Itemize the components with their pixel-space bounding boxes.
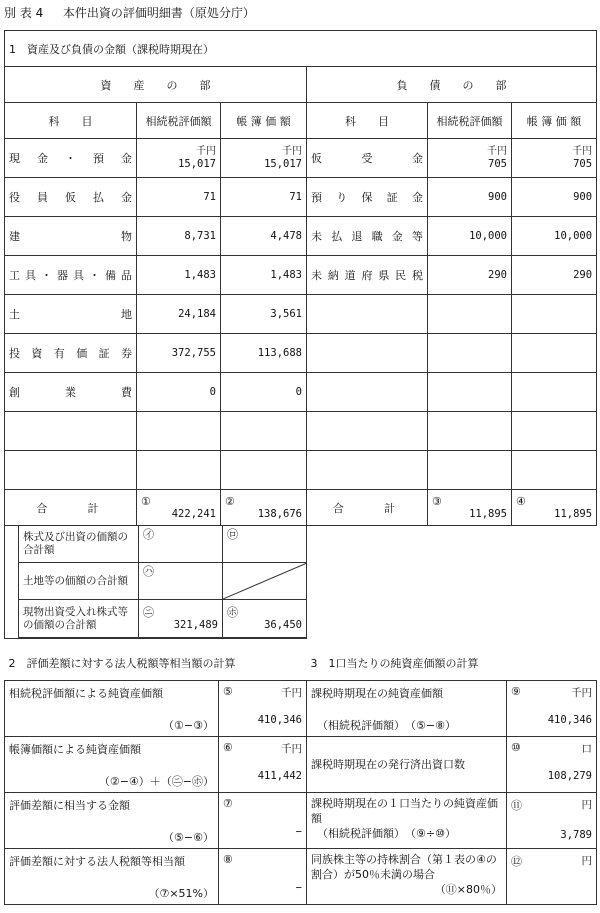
calc-label: 相続税評価額による純資産価額 xyxy=(9,686,163,700)
col-boka-liab: 帳 簿 価 額 xyxy=(512,103,597,139)
asset-boka: 3,561 xyxy=(221,295,307,334)
asset-boka: 113,688 xyxy=(221,334,307,373)
table-row xyxy=(5,792,597,848)
unit-label: 千円 xyxy=(487,146,507,157)
sub-boka: 36,450 xyxy=(264,619,302,631)
asset-name: 創 業 費 xyxy=(5,373,137,412)
sub-label: 株式及び出資の価額の合計額 xyxy=(19,526,139,563)
asset-boka: 15,017 xyxy=(264,158,302,170)
mark: ② xyxy=(225,495,235,508)
liab-name: 未納道府県民税 xyxy=(307,256,428,295)
asset-name: 役員仮払金 xyxy=(5,178,137,217)
total-boka: 138,676 xyxy=(257,508,302,520)
asset-souzoku: 372,755 xyxy=(137,334,221,373)
section3-title: 3 1口当たりの純資産価額の計算 xyxy=(307,646,597,680)
total-row xyxy=(5,490,597,526)
total-label: 合 計 xyxy=(5,490,137,526)
mark: ③ xyxy=(432,495,442,508)
col-kamoku: 科 目 xyxy=(5,103,137,139)
col-kamoku-liab: 科 目 xyxy=(307,103,428,139)
table-row xyxy=(5,736,597,792)
mark: ⑤ xyxy=(223,684,233,698)
mark: ⑪ xyxy=(511,798,522,812)
mark: ⑩ xyxy=(511,740,521,754)
mark: ㋩ xyxy=(143,565,154,578)
calc-formula: （①−③） xyxy=(163,718,214,732)
asset-name: 土 地 xyxy=(5,295,137,334)
unit-label: 円 xyxy=(581,798,592,811)
table-row xyxy=(5,295,597,334)
unit-label: 口 xyxy=(581,742,592,755)
table-row xyxy=(5,256,597,295)
unit-label: 円 xyxy=(581,854,592,867)
table-row xyxy=(19,563,307,600)
calc-label: 評価差額に対する法人税額等相当額 xyxy=(9,854,185,868)
liab-boka: 900 xyxy=(512,178,597,217)
liab-name: 仮 受 金 xyxy=(307,139,428,178)
liab-souzoku: 290 xyxy=(428,256,512,295)
asset-part-header: 資 産 の 部 xyxy=(5,67,307,103)
col-souzoku-liab: 相続税評価額 xyxy=(428,103,512,139)
table-row xyxy=(5,373,597,412)
calc-label: 評価差額に相当する金額 xyxy=(9,798,130,812)
liab-name: 預り保証金 xyxy=(307,178,428,217)
table-row xyxy=(5,848,597,904)
document-header: 別 表 4 本件出資の評価明細書（原処分庁） xyxy=(4,6,255,20)
unit-label: 千円 xyxy=(281,686,302,699)
calc-value: 3,789 xyxy=(560,828,592,841)
liab-souzoku: 10,000 xyxy=(428,217,512,256)
mark: ⑥ xyxy=(223,740,233,754)
asset-souzoku: 24,184 xyxy=(137,295,221,334)
calc-value: − xyxy=(295,825,302,838)
liab-total-boka: 11,895 xyxy=(554,508,593,520)
diagonal-line xyxy=(223,563,307,599)
asset-souzoku: 71 xyxy=(137,178,221,217)
sub-total-table xyxy=(18,526,307,639)
asset-boka: 1,483 xyxy=(221,256,307,295)
table-row xyxy=(5,217,597,256)
mark: ㋭ xyxy=(227,606,238,619)
mark: ㋥ xyxy=(143,606,154,619)
calc-label: 課税時期現在の純資産価額 xyxy=(311,686,443,700)
calc-value: 411,442 xyxy=(257,769,302,782)
calc-formula: （相続税評価額） （⑤−⑧） xyxy=(317,718,456,732)
calc-label: 帳簿価額による純資産価額 xyxy=(9,742,141,756)
asset-souzoku: 8,731 xyxy=(137,217,221,256)
section1-title: 1 資産及び負債の金額（課税時期現在） xyxy=(5,31,597,67)
unit-label: 千円 xyxy=(282,146,302,157)
assets-liabilities-table xyxy=(4,30,597,639)
calc-table xyxy=(4,646,597,905)
asset-name: 投資有価証券 xyxy=(5,334,137,373)
table-row xyxy=(19,600,307,638)
mark: ④ xyxy=(516,495,526,508)
liab-part-header: 負 債 の 部 xyxy=(307,67,597,103)
asset-boka: 4,478 xyxy=(221,217,307,256)
col-boka: 帳 簿 価 額 xyxy=(221,103,307,139)
liab-boka: 10,000 xyxy=(512,217,597,256)
table-row xyxy=(5,139,597,178)
asset-souzoku: 0 xyxy=(137,373,221,412)
liab-souzoku: 705 xyxy=(488,158,507,170)
asset-name: 現金・預金 xyxy=(5,139,137,178)
asset-souzoku: 15,017 xyxy=(178,158,216,170)
liab-name: 未払退職金等 xyxy=(307,217,428,256)
mark: ㋑ xyxy=(143,528,154,541)
asset-boka: 71 xyxy=(221,178,307,217)
table-row xyxy=(5,334,597,373)
calc-label: 同族株主等の持株割合（第１表の④の割合）が50％未満の場合 xyxy=(311,852,497,881)
total-souzoku: 422,241 xyxy=(171,508,216,520)
liab-souzoku: 900 xyxy=(428,178,512,217)
calc-formula: （②−④）＋（㋥−㋭） xyxy=(98,774,214,788)
sub-label: 現物出資受入れ株式等の価額の合計額 xyxy=(19,600,139,638)
calc-formula: （⑤−⑥） xyxy=(163,830,214,844)
calc-label: 課税時期現在の１口当たりの純資産価額 xyxy=(311,796,498,825)
liab-boka: 705 xyxy=(573,158,593,170)
calc-formula: （相続税評価額） （⑨÷⑩） xyxy=(317,826,456,840)
table-row xyxy=(19,526,307,563)
mark: ㋺ xyxy=(227,528,238,541)
liab-boka: 290 xyxy=(512,256,597,295)
liab-total-souzoku: 11,895 xyxy=(469,508,507,520)
col-souzoku: 相続税評価額 xyxy=(137,103,221,139)
calc-value: 410,346 xyxy=(547,713,592,726)
calc-value: − xyxy=(295,881,302,894)
mark: ① xyxy=(141,495,151,508)
calc-formula: （⑪×80％） xyxy=(434,882,502,896)
liab-total-label: 合 計 xyxy=(307,490,428,526)
unit-label: 千円 xyxy=(196,146,216,157)
sub-label: 土地等の価額の合計額 xyxy=(19,563,139,600)
mark: ⑧ xyxy=(223,852,233,866)
mark: ⑨ xyxy=(511,684,521,698)
diagonal-cell xyxy=(223,563,307,600)
table-row xyxy=(5,680,597,736)
asset-name: 工具・器具・備品 xyxy=(5,256,137,295)
sub-souzoku: 321,489 xyxy=(173,619,218,631)
asset-souzoku: 1,483 xyxy=(137,256,221,295)
calc-formula: （⑦×51%） xyxy=(148,886,214,900)
calc-label: 課税時期現在の発行済出資口数 xyxy=(311,758,465,771)
unit-label: 千円 xyxy=(281,742,302,755)
calc-value: 410,346 xyxy=(257,713,302,726)
mark: ⑫ xyxy=(511,854,522,868)
calc-value: 108,279 xyxy=(547,769,592,782)
unit-label: 千円 xyxy=(571,686,592,699)
unit-label: 千円 xyxy=(572,146,593,157)
mark: ⑦ xyxy=(223,796,233,810)
section2-title: 2 評価差額に対する法人税額等相当額の計算 xyxy=(5,646,307,680)
asset-name: 建 物 xyxy=(5,217,137,256)
asset-boka: 0 xyxy=(221,373,307,412)
table-row xyxy=(5,178,597,217)
